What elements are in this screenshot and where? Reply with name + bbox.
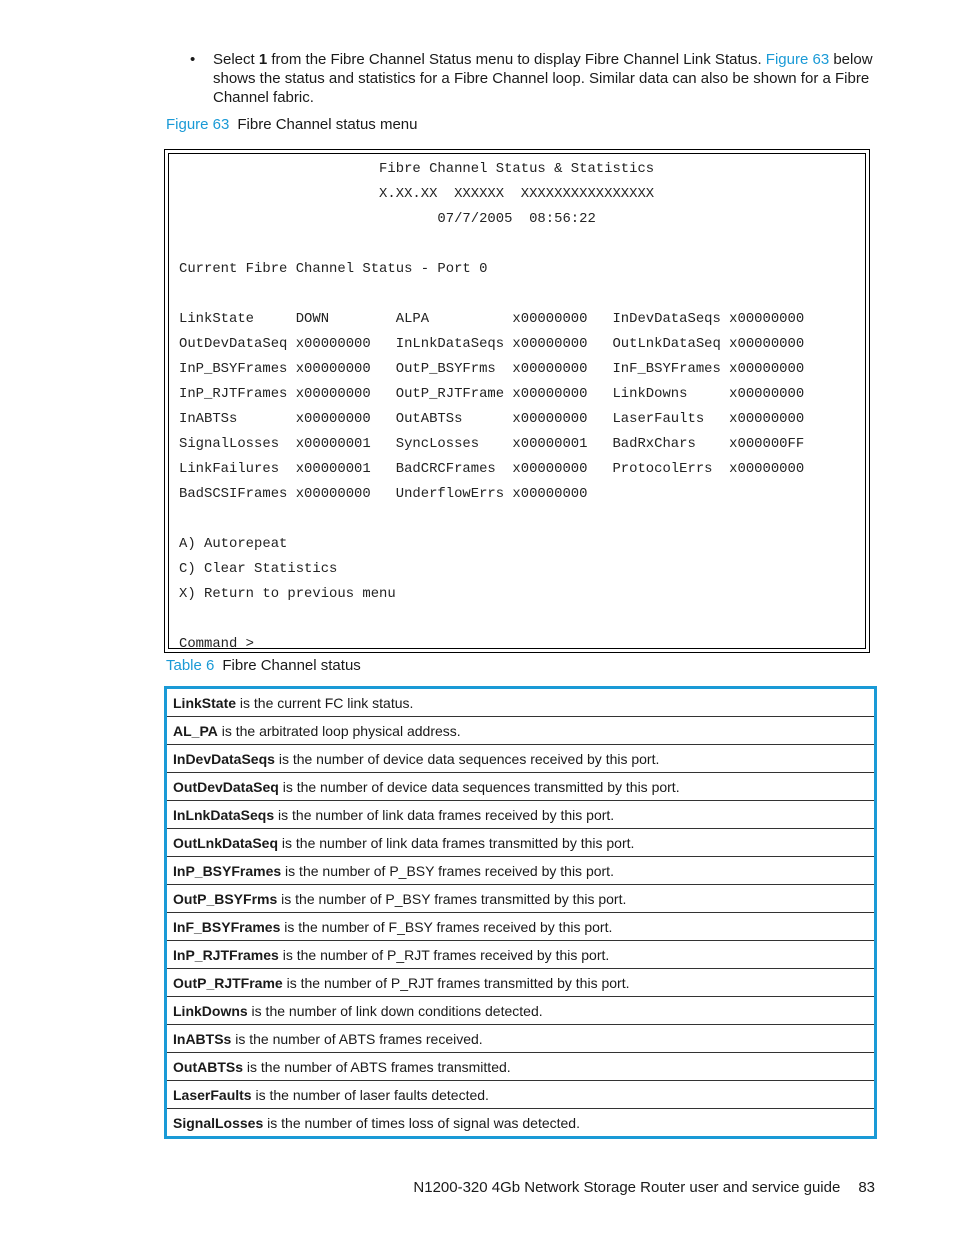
table-row (166, 885, 876, 913)
field-term: OutDevDataSeq (173, 778, 279, 795)
table-cell (166, 1025, 876, 1053)
bullet-icon: • (190, 51, 196, 68)
table-row (166, 1081, 876, 1109)
intro-bold-option: 1 (258, 51, 268, 68)
field-term: InP_RJTFrames (173, 946, 279, 963)
field-description: is the number of ABTS frames transmitted. (243, 1058, 511, 1075)
table-label: Table 6 (166, 657, 215, 674)
table-row (166, 829, 876, 857)
field-description: is the number of device data sequences received by this port. (274, 750, 660, 767)
field-description: is the arbitrated loop physical address. (217, 722, 461, 739)
footer-title: N1200-320 4Gb Network Storage Router user and service guide (413, 1179, 841, 1196)
figure-caption (166, 116, 417, 133)
table-row (166, 1053, 876, 1081)
field-term: OutP_BSYFrms (173, 890, 278, 907)
table-cell (166, 1053, 876, 1081)
table-cell (166, 829, 876, 857)
field-description: is the number of link data frames received by this port. (274, 806, 615, 823)
field-term: LinkState (173, 694, 237, 711)
intro-text-2: from the Fibre Channel Status menu to display Fibre Channel Link Status. (267, 51, 766, 68)
terminal-text: Fibre Channel Status & Statistics X.XX.XX XXXXXX XXXXXXXXXXXXXXXX 07/7/2005 08:56:22 Current Fibre Channel Status - Port 0 LinkState DOWN ALPA x00000000 InDevDataSeqs x00000000 OutDevDataSeq x00000000 InLnkDataSeqs x00000000 OutLnkDataSeq x00000000 InP_BSYFrames x00000000 OutP_BSYFrms x00000000 InF_BSYFrames x00000000 InP_RJTFrames x00000000 OutP_RJTFrame x00000000 LinkDowns x00000000 InABTSs x00000000 OutABTSs x00000000 LaserFaults x00000000 SignalLosses x00000001 SyncLosses x00000001 BadRxChars x000000FF LinkFailures x00000001 BadCRCFrames x00000000 ProtocolErrs x00000000 BadSCSIFrames x00000000 UnderflowErrs x00000000 A) Autorepeat C) Clear Statistics X) Return to previous menu Command > (179, 161, 805, 652)
field-term: OutABTSs (173, 1058, 243, 1075)
field-term: AL_PA (173, 722, 218, 739)
table-cell (166, 997, 876, 1025)
field-description: is the number of times loss of signal was detected. (263, 1114, 580, 1131)
table-cell (166, 717, 876, 745)
table-row (166, 745, 876, 773)
intro-bullet (190, 50, 880, 107)
field-term: InF_BSYFrames (173, 918, 281, 935)
figure-title: Fibre Channel status menu (237, 116, 418, 133)
field-term: LinkDowns (173, 1002, 248, 1019)
page-number: 83 (858, 1179, 875, 1196)
table-title: Fibre Channel status (222, 657, 361, 674)
field-term: InLnkDataSeqs (173, 806, 275, 823)
table-row (166, 969, 876, 997)
intro-paragraph (213, 50, 880, 107)
table-cell (166, 1109, 876, 1138)
field-description: is the number of P_RJT frames transmitted by this port. (282, 974, 630, 991)
table-row (166, 857, 876, 885)
field-description: is the number of P_RJT frames received by this port. (278, 946, 610, 963)
table-cell (166, 745, 876, 773)
field-term: SignalLosses (173, 1114, 264, 1131)
figure-link[interactable]: Figure 63 (765, 51, 830, 68)
fibre-channel-status-table (164, 686, 877, 1139)
field-description: is the number of device data sequences transmitted by this port. (278, 778, 680, 795)
field-term: InABTSs (173, 1030, 232, 1047)
table-row (166, 717, 876, 745)
field-term: OutLnkDataSeq (173, 834, 279, 851)
table-row (166, 941, 876, 969)
field-term: InP_BSYFrames (173, 862, 282, 879)
table-row (166, 1025, 876, 1053)
figure-label[interactable]: Figure 63 (166, 116, 230, 133)
field-term: InDevDataSeqs (173, 750, 275, 767)
field-description: is the number of laser faults detected. (251, 1086, 489, 1103)
field-description: is the number of F_BSY frames received by this port. (280, 918, 613, 935)
field-description: is the current FC link status. (236, 694, 414, 711)
table-row (166, 913, 876, 941)
page-footer (413, 1179, 875, 1196)
table-cell (166, 801, 876, 829)
table-cell (166, 857, 876, 885)
table-cell (166, 773, 876, 801)
table-row (166, 997, 876, 1025)
field-description: is the number of ABTS frames received. (231, 1030, 483, 1047)
table-cell (166, 885, 876, 913)
terminal-figure (164, 149, 870, 653)
table-row (166, 773, 876, 801)
intro-text-1: Select (213, 51, 259, 68)
table-cell (166, 1081, 876, 1109)
table-cell (166, 688, 876, 717)
field-description: is the number of P_BSY frames transmitted by this port. (277, 890, 627, 907)
terminal-screen (168, 153, 866, 652)
field-description: is the number of P_BSY frames received by this port. (281, 862, 614, 879)
table-row (166, 1109, 876, 1138)
table-row (166, 688, 876, 717)
intro-text-3: below shows the status and statistics for a Fibre Channel loop. Similar data can also be shown for a Fibre Channel fabric. (213, 51, 873, 106)
table-row (166, 801, 876, 829)
field-term: OutP_RJTFrame (173, 974, 283, 991)
field-description: is the number of link down conditions detected. (247, 1002, 543, 1019)
field-term: LaserFaults (173, 1086, 252, 1103)
table-caption (166, 657, 361, 674)
table-cell (166, 913, 876, 941)
field-description: is the number of link data frames transmitted by this port. (278, 834, 635, 851)
table-cell (166, 969, 876, 997)
table-cell (166, 941, 876, 969)
